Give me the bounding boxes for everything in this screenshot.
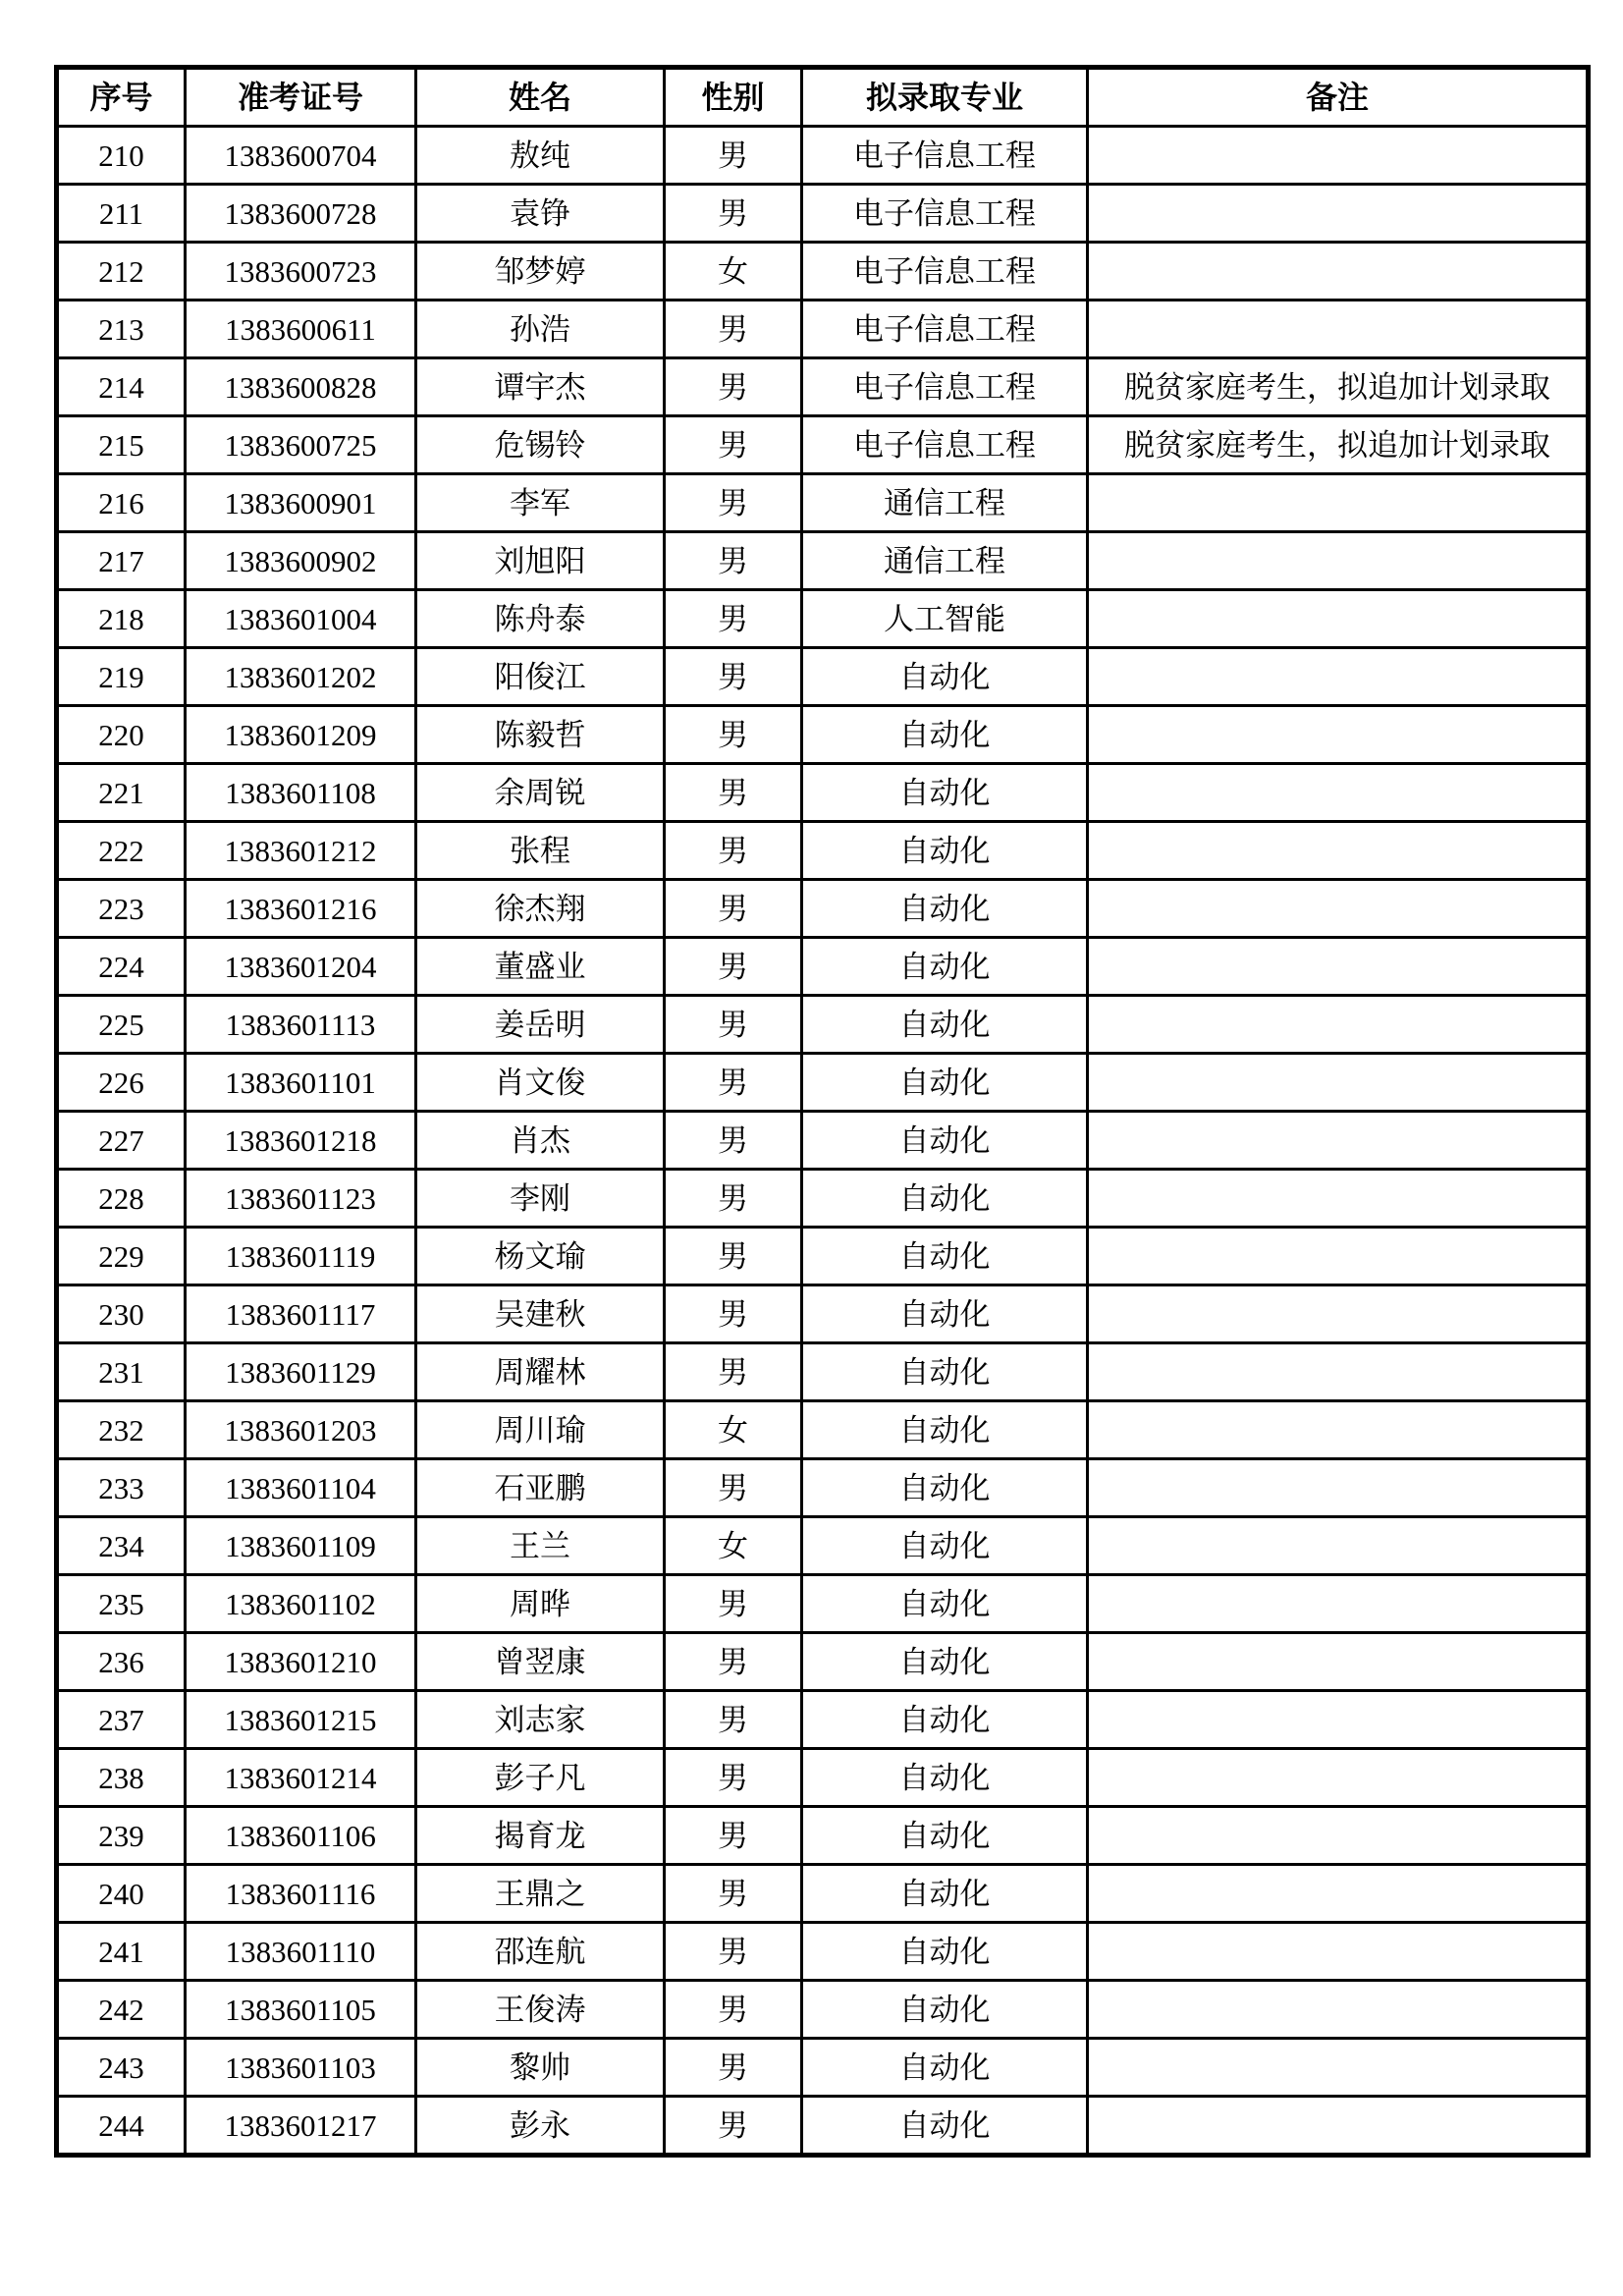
cell-index: 230 <box>57 1285 186 1343</box>
table-row <box>57 243 1589 301</box>
cell-exam-id: 1383601119 <box>186 1228 416 1285</box>
table-row <box>57 1228 1589 1285</box>
cell-gender: 男 <box>665 1054 802 1112</box>
cell-name: 陈舟泰 <box>416 590 665 648</box>
cell-major: 自动化 <box>802 1054 1088 1112</box>
cell-major: 自动化 <box>802 1575 1088 1633</box>
cell-gender: 女 <box>665 1401 802 1459</box>
cell-remark <box>1088 1807 1589 1865</box>
cell-name: 周晔 <box>416 1575 665 1633</box>
cell-gender: 男 <box>665 1633 802 1691</box>
cell-gender: 男 <box>665 1807 802 1865</box>
cell-remark <box>1088 996 1589 1054</box>
cell-index: 239 <box>57 1807 186 1865</box>
cell-exam-id: 1383601216 <box>186 880 416 938</box>
cell-exam-id: 1383601104 <box>186 1459 416 1517</box>
table-row <box>57 301 1589 358</box>
cell-name: 石亚鹏 <box>416 1459 665 1517</box>
table-row <box>57 474 1589 532</box>
cell-major: 电子信息工程 <box>802 301 1088 358</box>
cell-name: 肖文俊 <box>416 1054 665 1112</box>
header-cell-gender: 性别 <box>665 68 802 127</box>
table-row <box>57 1401 1589 1459</box>
cell-remark <box>1088 2097 1589 2156</box>
cell-name: 李刚 <box>416 1170 665 1228</box>
cell-gender: 男 <box>665 185 802 243</box>
table-row <box>57 416 1589 474</box>
cell-gender: 男 <box>665 880 802 938</box>
cell-exam-id: 1383601212 <box>186 822 416 880</box>
header-cell-major: 拟录取专业 <box>802 68 1088 127</box>
table-row <box>57 996 1589 1054</box>
cell-major: 自动化 <box>802 764 1088 822</box>
cell-remark <box>1088 880 1589 938</box>
cell-gender: 男 <box>665 1228 802 1285</box>
cell-name: 阳俊江 <box>416 648 665 706</box>
cell-remark: 脱贫家庭考生，拟追加计划录取 <box>1088 416 1589 474</box>
cell-major: 自动化 <box>802 1865 1088 1923</box>
cell-gender: 男 <box>665 2039 802 2097</box>
cell-index: 223 <box>57 880 186 938</box>
cell-index: 210 <box>57 127 186 185</box>
table-row <box>57 590 1589 648</box>
cell-index: 220 <box>57 706 186 764</box>
cell-name: 肖杰 <box>416 1112 665 1170</box>
cell-gender: 男 <box>665 996 802 1054</box>
cell-major: 自动化 <box>802 706 1088 764</box>
cell-name: 王俊涛 <box>416 1981 665 2039</box>
cell-name: 刘志家 <box>416 1691 665 1749</box>
cell-index: 213 <box>57 301 186 358</box>
cell-remark <box>1088 706 1589 764</box>
cell-gender: 男 <box>665 938 802 996</box>
cell-exam-id: 1383601209 <box>186 706 416 764</box>
cell-remark <box>1088 1517 1589 1575</box>
table-row <box>57 1343 1589 1401</box>
header-cell-exam-id: 准考证号 <box>186 68 416 127</box>
cell-name: 余周锐 <box>416 764 665 822</box>
cell-name: 曾翌康 <box>416 1633 665 1691</box>
cell-major: 自动化 <box>802 1981 1088 2039</box>
cell-major: 自动化 <box>802 1401 1088 1459</box>
cell-remark <box>1088 1575 1589 1633</box>
cell-remark <box>1088 2039 1589 2097</box>
cell-remark <box>1088 764 1589 822</box>
cell-gender: 男 <box>665 764 802 822</box>
cell-major: 自动化 <box>802 2097 1088 2156</box>
cell-index: 233 <box>57 1459 186 1517</box>
cell-name: 王兰 <box>416 1517 665 1575</box>
cell-remark <box>1088 1170 1589 1228</box>
cell-remark <box>1088 1054 1589 1112</box>
cell-name: 周川瑜 <box>416 1401 665 1459</box>
cell-index: 221 <box>57 764 186 822</box>
cell-remark <box>1088 127 1589 185</box>
cell-remark <box>1088 185 1589 243</box>
cell-exam-id: 1383601102 <box>186 1575 416 1633</box>
cell-major: 自动化 <box>802 1517 1088 1575</box>
table-row <box>57 822 1589 880</box>
header-cell-name: 姓名 <box>416 68 665 127</box>
cell-index: 211 <box>57 185 186 243</box>
table-row <box>57 127 1589 185</box>
cell-major: 自动化 <box>802 1691 1088 1749</box>
table-row <box>57 2039 1589 2097</box>
cell-gender: 男 <box>665 2097 802 2156</box>
cell-gender: 男 <box>665 1575 802 1633</box>
cell-gender: 男 <box>665 1170 802 1228</box>
cell-major: 电子信息工程 <box>802 127 1088 185</box>
cell-gender: 男 <box>665 648 802 706</box>
cell-major: 自动化 <box>802 1633 1088 1691</box>
cell-remark <box>1088 822 1589 880</box>
cell-gender: 男 <box>665 532 802 590</box>
cell-remark <box>1088 532 1589 590</box>
cell-name: 孙浩 <box>416 301 665 358</box>
cell-index: 244 <box>57 2097 186 2156</box>
cell-major: 自动化 <box>802 1343 1088 1401</box>
cell-exam-id: 1383601116 <box>186 1865 416 1923</box>
cell-gender: 男 <box>665 1112 802 1170</box>
cell-exam-id: 1383601110 <box>186 1923 416 1981</box>
cell-name: 彭子凡 <box>416 1749 665 1807</box>
cell-name: 李军 <box>416 474 665 532</box>
cell-name: 邹梦婷 <box>416 243 665 301</box>
cell-remark <box>1088 1691 1589 1749</box>
cell-gender: 男 <box>665 1691 802 1749</box>
cell-index: 241 <box>57 1923 186 1981</box>
table-row <box>57 938 1589 996</box>
cell-gender: 男 <box>665 1981 802 2039</box>
cell-exam-id: 1383601106 <box>186 1807 416 1865</box>
cell-index: 234 <box>57 1517 186 1575</box>
cell-remark <box>1088 1343 1589 1401</box>
table-row <box>57 1865 1589 1923</box>
cell-exam-id: 1383601004 <box>186 590 416 648</box>
cell-index: 219 <box>57 648 186 706</box>
cell-index: 226 <box>57 1054 186 1112</box>
cell-gender: 女 <box>665 243 802 301</box>
cell-name: 杨文瑜 <box>416 1228 665 1285</box>
cell-gender: 男 <box>665 1865 802 1923</box>
cell-index: 216 <box>57 474 186 532</box>
cell-index: 222 <box>57 822 186 880</box>
cell-exam-id: 1383601103 <box>186 2039 416 2097</box>
cell-major: 自动化 <box>802 648 1088 706</box>
cell-gender: 男 <box>665 706 802 764</box>
cell-remark <box>1088 1112 1589 1170</box>
cell-name: 董盛业 <box>416 938 665 996</box>
cell-gender: 男 <box>665 1343 802 1401</box>
cell-remark <box>1088 1228 1589 1285</box>
cell-name: 危锡铃 <box>416 416 665 474</box>
cell-gender: 男 <box>665 301 802 358</box>
cell-index: 235 <box>57 1575 186 1633</box>
cell-major: 电子信息工程 <box>802 243 1088 301</box>
cell-remark: 脱贫家庭考生，拟追加计划录取 <box>1088 358 1589 416</box>
cell-name: 揭育龙 <box>416 1807 665 1865</box>
cell-gender: 男 <box>665 416 802 474</box>
cell-name: 吴建秋 <box>416 1285 665 1343</box>
cell-exam-id: 1383600723 <box>186 243 416 301</box>
cell-remark <box>1088 301 1589 358</box>
cell-exam-id: 1383600725 <box>186 416 416 474</box>
cell-gender: 男 <box>665 590 802 648</box>
cell-exam-id: 1383601123 <box>186 1170 416 1228</box>
cell-major: 通信工程 <box>802 474 1088 532</box>
cell-remark <box>1088 1749 1589 1807</box>
table-row <box>57 1633 1589 1691</box>
cell-name: 敖纯 <box>416 127 665 185</box>
cell-index: 238 <box>57 1749 186 1807</box>
cell-name: 周耀林 <box>416 1343 665 1401</box>
cell-remark <box>1088 1401 1589 1459</box>
table-row <box>57 2097 1589 2156</box>
cell-gender: 男 <box>665 474 802 532</box>
cell-exam-id: 1383601117 <box>186 1285 416 1343</box>
cell-major: 人工智能 <box>802 590 1088 648</box>
cell-major: 电子信息工程 <box>802 416 1088 474</box>
cell-major: 电子信息工程 <box>802 358 1088 416</box>
table-row <box>57 1112 1589 1170</box>
header-cell-index: 序号 <box>57 68 186 127</box>
cell-index: 229 <box>57 1228 186 1285</box>
cell-name: 彭永 <box>416 2097 665 2156</box>
cell-remark <box>1088 1923 1589 1981</box>
table-row <box>57 764 1589 822</box>
cell-major: 自动化 <box>802 996 1088 1054</box>
table-row <box>57 1981 1589 2039</box>
cell-gender: 男 <box>665 127 802 185</box>
cell-name: 陈毅哲 <box>416 706 665 764</box>
table-row <box>57 1517 1589 1575</box>
admission-list-table <box>54 65 1591 2158</box>
cell-gender: 男 <box>665 1923 802 1981</box>
cell-index: 217 <box>57 532 186 590</box>
cell-index: 242 <box>57 1981 186 2039</box>
table-row <box>57 532 1589 590</box>
cell-remark <box>1088 1633 1589 1691</box>
cell-name: 徐杰翔 <box>416 880 665 938</box>
table-header-row <box>57 68 1589 127</box>
cell-exam-id: 1383601203 <box>186 1401 416 1459</box>
table-row <box>57 1749 1589 1807</box>
cell-exam-id: 1383601217 <box>186 2097 416 2156</box>
cell-exam-id: 1383600611 <box>186 301 416 358</box>
cell-index: 240 <box>57 1865 186 1923</box>
cell-name: 邵连航 <box>416 1923 665 1981</box>
cell-remark <box>1088 474 1589 532</box>
cell-exam-id: 1383601105 <box>186 1981 416 2039</box>
cell-exam-id: 1383601204 <box>186 938 416 996</box>
cell-exam-id: 1383601129 <box>186 1343 416 1401</box>
table-row <box>57 1575 1589 1633</box>
cell-major: 自动化 <box>802 1285 1088 1343</box>
cell-gender: 男 <box>665 1285 802 1343</box>
table-row <box>57 1285 1589 1343</box>
cell-exam-id: 1383600728 <box>186 185 416 243</box>
table-row <box>57 1054 1589 1112</box>
cell-index: 228 <box>57 1170 186 1228</box>
cell-exam-id: 1383601109 <box>186 1517 416 1575</box>
cell-gender: 男 <box>665 358 802 416</box>
header-cell-remark: 备注 <box>1088 68 1589 127</box>
table-row <box>57 880 1589 938</box>
cell-index: 214 <box>57 358 186 416</box>
cell-name: 刘旭阳 <box>416 532 665 590</box>
cell-exam-id: 1383600901 <box>186 474 416 532</box>
cell-major: 自动化 <box>802 938 1088 996</box>
cell-remark <box>1088 938 1589 996</box>
cell-exam-id: 1383601218 <box>186 1112 416 1170</box>
cell-major: 自动化 <box>802 2039 1088 2097</box>
cell-major: 通信工程 <box>802 532 1088 590</box>
cell-major: 电子信息工程 <box>802 185 1088 243</box>
cell-index: 232 <box>57 1401 186 1459</box>
cell-name: 王鼎之 <box>416 1865 665 1923</box>
cell-index: 225 <box>57 996 186 1054</box>
cell-remark <box>1088 1865 1589 1923</box>
cell-index: 227 <box>57 1112 186 1170</box>
cell-major: 自动化 <box>802 1749 1088 1807</box>
cell-remark <box>1088 1285 1589 1343</box>
cell-gender: 男 <box>665 1749 802 1807</box>
cell-gender: 女 <box>665 1517 802 1575</box>
cell-gender: 男 <box>665 1459 802 1517</box>
cell-major: 自动化 <box>802 1112 1088 1170</box>
cell-name: 谭宇杰 <box>416 358 665 416</box>
table-row <box>57 706 1589 764</box>
cell-major: 自动化 <box>802 1170 1088 1228</box>
cell-index: 212 <box>57 243 186 301</box>
cell-exam-id: 1383600902 <box>186 532 416 590</box>
cell-name: 袁铮 <box>416 185 665 243</box>
cell-major: 自动化 <box>802 880 1088 938</box>
cell-exam-id: 1383600828 <box>186 358 416 416</box>
cell-exam-id: 1383601101 <box>186 1054 416 1112</box>
cell-exam-id: 1383601108 <box>186 764 416 822</box>
cell-exam-id: 1383601202 <box>186 648 416 706</box>
table-row <box>57 1807 1589 1865</box>
cell-name: 张程 <box>416 822 665 880</box>
cell-exam-id: 1383601113 <box>186 996 416 1054</box>
cell-index: 218 <box>57 590 186 648</box>
cell-remark <box>1088 590 1589 648</box>
cell-exam-id: 1383601215 <box>186 1691 416 1749</box>
cell-index: 231 <box>57 1343 186 1401</box>
cell-exam-id: 1383600704 <box>186 127 416 185</box>
cell-name: 姜岳明 <box>416 996 665 1054</box>
table-row <box>57 1691 1589 1749</box>
cell-name: 黎帅 <box>416 2039 665 2097</box>
cell-major: 自动化 <box>802 1923 1088 1981</box>
table-row <box>57 185 1589 243</box>
cell-index: 236 <box>57 1633 186 1691</box>
cell-major: 自动化 <box>802 822 1088 880</box>
cell-index: 243 <box>57 2039 186 2097</box>
cell-remark <box>1088 1459 1589 1517</box>
cell-remark <box>1088 648 1589 706</box>
cell-remark <box>1088 1981 1589 2039</box>
cell-gender: 男 <box>665 822 802 880</box>
cell-exam-id: 1383601214 <box>186 1749 416 1807</box>
cell-exam-id: 1383601210 <box>186 1633 416 1691</box>
table-row <box>57 648 1589 706</box>
cell-index: 224 <box>57 938 186 996</box>
cell-index: 215 <box>57 416 186 474</box>
cell-index: 237 <box>57 1691 186 1749</box>
table-row <box>57 1170 1589 1228</box>
table-row <box>57 358 1589 416</box>
table-row <box>57 1459 1589 1517</box>
cell-major: 自动化 <box>802 1807 1088 1865</box>
table-row <box>57 1923 1589 1981</box>
cell-major: 自动化 <box>802 1459 1088 1517</box>
cell-major: 自动化 <box>802 1228 1088 1285</box>
cell-remark <box>1088 243 1589 301</box>
